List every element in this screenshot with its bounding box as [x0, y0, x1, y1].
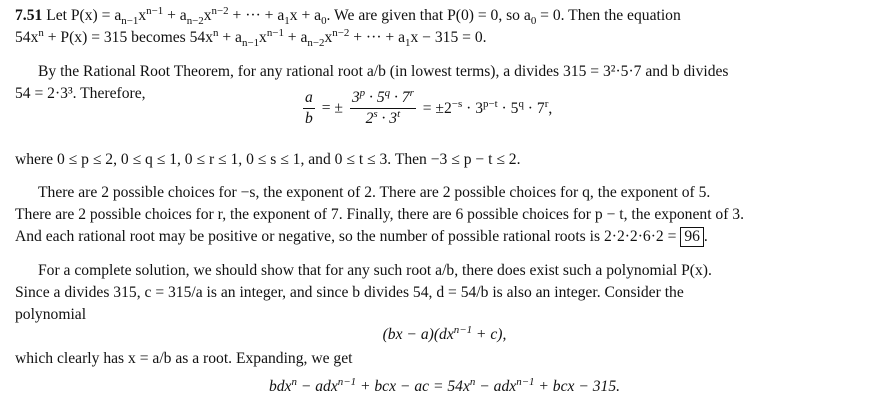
fraction-lhs-numerator: a	[303, 88, 315, 109]
fraction-equation	[300, 88, 552, 144]
conditions-line	[15, 150, 520, 170]
rational-root-text-1: By the Rational Root Theorem, for any rational root a/b (in lowest terms), a divides 315 = 3²·5·7 and b divides	[38, 63, 729, 80]
problem-number: 7.51	[15, 7, 43, 24]
complete-text-3: polynomial	[15, 306, 87, 323]
count-text-3: And each rational root may be positive or negative, so the number of possible rational roots is 2·2·2·6·2 =	[15, 228, 677, 245]
equals-pm: = ±	[321, 99, 343, 117]
count-line-2	[15, 205, 744, 225]
count-text-1: There are 2 possible choices for −s, the exponent of 2. There are 2 possible choices for q, the exponent of 5.	[38, 184, 711, 201]
fraction-tail: = $\pm 2^{-s} \cdot 3^{p-t} \cdot 5^q \cdot 7^r$,	[422, 97, 553, 117]
complete-line-3	[15, 305, 86, 325]
complete-line-4	[15, 349, 352, 369]
rational-root-line-2	[15, 84, 146, 104]
rational-root-line-1	[38, 62, 729, 82]
fraction-lhs	[303, 88, 315, 129]
problem-intro-line-1	[15, 6, 681, 26]
polynomial-text: $(bx - a)(dx^{n-1} + c)$,	[382, 323, 507, 343]
complete-line-2	[15, 283, 684, 303]
expansion-text: bdx$^n$ − adx$^{n-1}$ + bcx − ac = $54x^n - adx^{n-1}$ + bcx − 315.	[268, 375, 621, 395]
complete-text-4: which clearly has x = a/b as a root. Expanding, we get	[15, 350, 353, 367]
rational-root-text-2: 54 = 2·3³. Therefore,	[15, 85, 146, 102]
intro-text-2: $54x^n + P(x) = 315$ becomes $54x^n + a_{n-1}x^{n-1} + a_{n-2}x^{n-2}$ + ··· + $a_1x - 315 = 0$.	[15, 26, 487, 50]
problem-intro-line-2	[15, 28, 487, 48]
count-line-1	[38, 183, 710, 203]
complete-text-1: For a complete solution, we should show that for any such root a/b, there does exist such a polynomial P(x).	[38, 262, 712, 279]
count-line-3: And each rational root may be positive or negative, so the number of possible rational roots is 2·2·2·6·2 = 96 .	[15, 228, 708, 245]
fraction-rhs-numerator: $3^p \cdot 5^q \cdot 7^r$	[350, 88, 416, 109]
answer-box: 96	[680, 227, 704, 247]
expansion-display	[0, 377, 889, 397]
complete-text-2: Since a divides 315, c = 315/a is an integer, and since b divides 54, d = 54/b is also an integer. Consider the	[15, 284, 684, 301]
complete-line-1	[38, 261, 712, 281]
fraction-rhs	[350, 88, 416, 129]
conditions-text: where 0 ≤ p ≤ 2, 0 ≤ q ≤ 1, 0 ≤ r ≤ 1, 0 ≤ s ≤ 1, and 0 ≤ t ≤ 3. Then −3 ≤ p − t ≤ 2.	[15, 151, 521, 168]
fraction-lhs-denominator: b	[305, 110, 313, 127]
count-text-2: There are 2 possible choices for r, the exponent of 7. Finally, there are 6 possible choices for p − t, the exponent of 3.	[15, 206, 745, 223]
polynomial-display	[0, 325, 889, 345]
intro-text-1: Let $P(x) = a_{n-1}x^{n-1} + a_{n-2}x^{n-2}$ + ··· + $a_1x + a_0$. We are given that P(0) = 0, so $a_0 = 0$. Then the equation	[46, 4, 681, 28]
fraction-rhs-denominator: $2^s \cdot 3^t$	[365, 107, 401, 127]
